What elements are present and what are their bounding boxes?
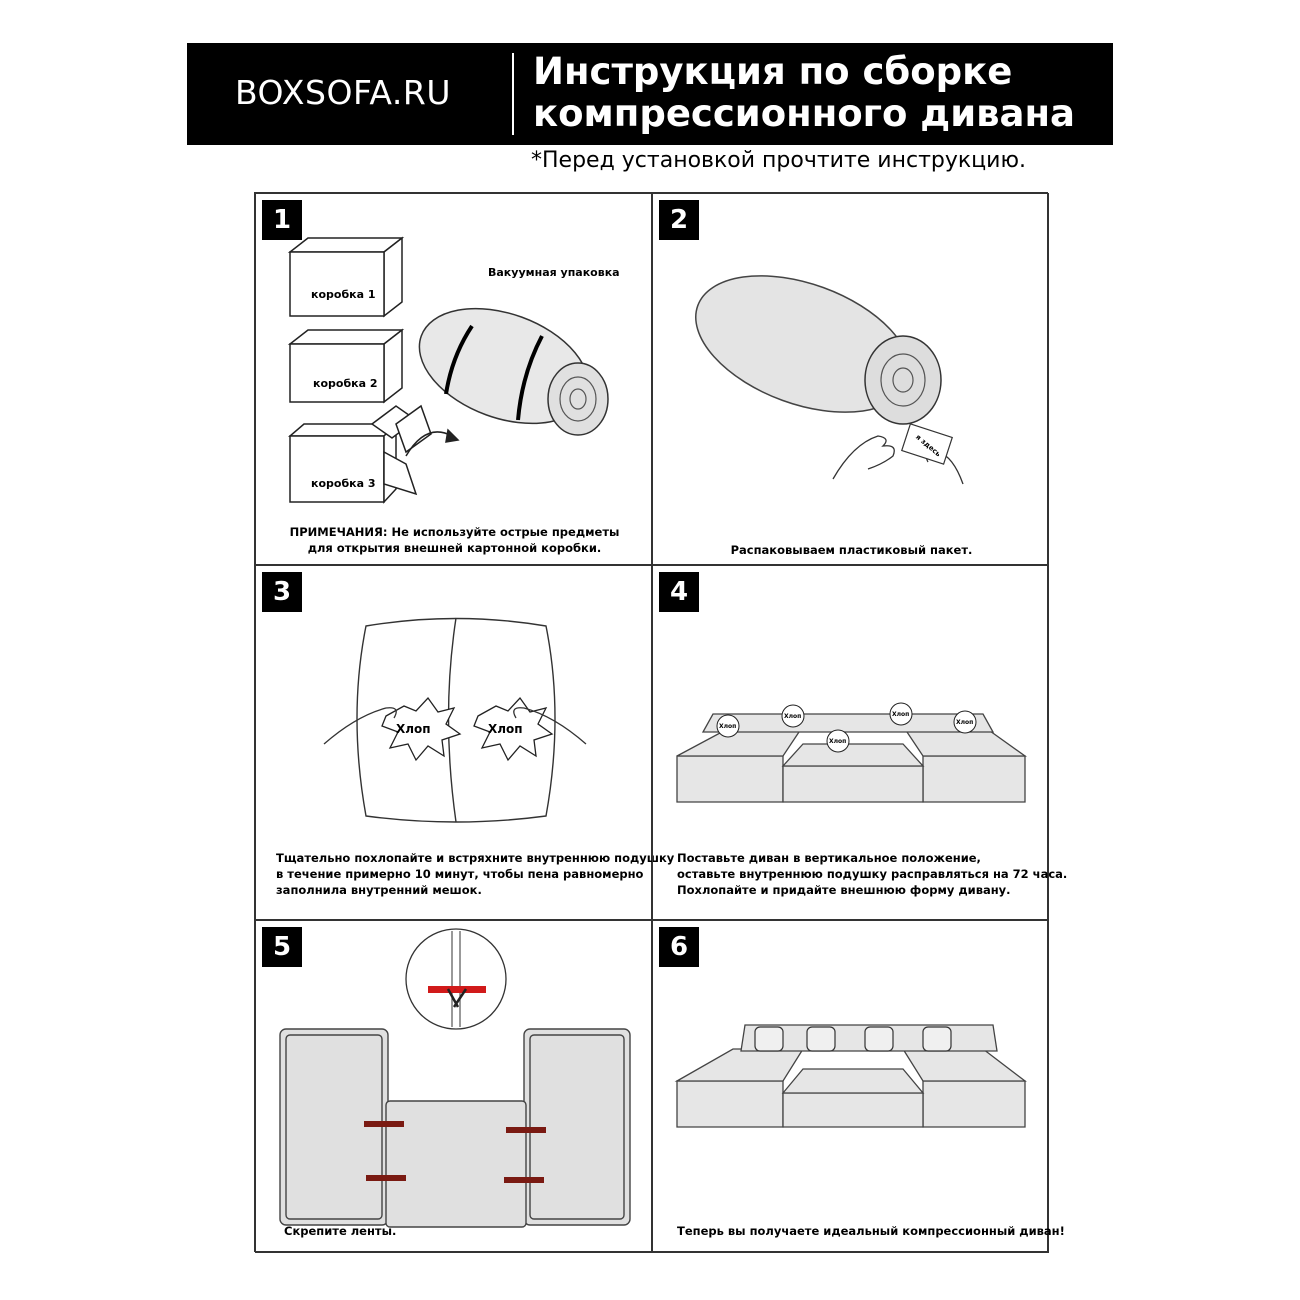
header-divider	[512, 53, 514, 135]
box-2-label: коробка 2	[313, 377, 378, 390]
pop-label: Хлоп	[719, 723, 737, 730]
caption-line: Похлопайте и придайте внешнюю форму дивану.	[677, 883, 1011, 897]
step-1-caption	[256, 524, 653, 556]
page-title-line-1: Инструкция по сборке	[533, 50, 1013, 93]
step-2-panel	[652, 193, 1049, 565]
step-2-number: 2	[659, 200, 699, 240]
caption-line: заполнила внутренний мешок.	[276, 883, 482, 897]
caption-line: Поставьте диван в вертикальное положение,	[677, 851, 981, 865]
step-3-number: 3	[262, 572, 302, 612]
caption-line: Теперь вы получаете идеальный компрессионный диван!	[677, 1224, 1065, 1238]
unwrapped-roll-icon	[677, 249, 941, 438]
page-title-line-2: компрессионного дивана	[533, 92, 1076, 135]
caption-line: Скрепите ленты.	[284, 1224, 397, 1238]
sofa-parts-icon	[280, 1029, 630, 1227]
step-2-caption	[653, 542, 1050, 558]
step-2-illustration	[653, 194, 1050, 566]
brand-logo: BOXSOFA.RU	[235, 73, 451, 112]
step-6-illustration	[653, 921, 1050, 1254]
step-5-illustration	[256, 921, 653, 1254]
pop-label: Хлоп	[829, 738, 847, 745]
caption-line: в течение примерно 10 минут, чтобы пена равномерно	[276, 867, 644, 881]
vacuum-roll-icon	[404, 287, 608, 445]
zoom-circle-icon	[406, 929, 506, 1029]
step-1-illustration	[256, 194, 653, 566]
step-5-caption	[284, 1223, 396, 1239]
step-5-number: 5	[262, 927, 302, 967]
header-banner	[187, 43, 1113, 145]
step-6-panel	[652, 920, 1065, 1253]
pop-label-left: Хлоп	[396, 722, 431, 736]
pop-label: Хлоп	[784, 713, 802, 720]
step-6-number: 6	[659, 927, 699, 967]
caption-line: для открытия внешней картонной коробки.	[307, 541, 602, 555]
pop-label: Хлоп	[956, 719, 974, 726]
box-2-icon	[290, 330, 402, 402]
page-title	[533, 51, 1075, 135]
caption-line: Распаковываем пластиковый пакет.	[730, 543, 973, 557]
step-4-caption	[677, 850, 1067, 898]
step-3-panel	[255, 565, 675, 920]
box-3-label: коробка 3	[311, 477, 376, 490]
pop-label: Хлоп	[892, 711, 910, 718]
step-5-panel	[255, 920, 652, 1253]
steps-grid	[254, 192, 1068, 1252]
vacuum-pack-label: Вакуумная упаковка	[488, 266, 620, 279]
step-1-number: 1	[262, 200, 302, 240]
tag-label: я здесь	[914, 432, 943, 459]
caption-line: оставьте внутреннюю подушку расправляться на 72 часа.	[677, 867, 1068, 881]
step-3-caption	[276, 850, 674, 898]
read-instructions-note: *Перед установкой прочтите инструкцию.	[531, 148, 1026, 173]
box-1-label: коробка 1	[311, 288, 376, 301]
assembled-sofa-icon	[677, 1025, 1025, 1127]
step-4-panel	[652, 565, 1068, 920]
step-4-number: 4	[659, 572, 699, 612]
step-6-caption	[677, 1223, 1065, 1239]
caption-line: Тщательно похлопайте и встряхните внутреннюю подушку	[276, 851, 675, 865]
box-1-icon	[290, 238, 402, 316]
pop-label-right: Хлоп	[488, 722, 523, 736]
caption-line: ПРИМЕЧАНИЯ: Не используйте острые предметы	[289, 525, 620, 539]
step-1-panel	[255, 193, 652, 565]
